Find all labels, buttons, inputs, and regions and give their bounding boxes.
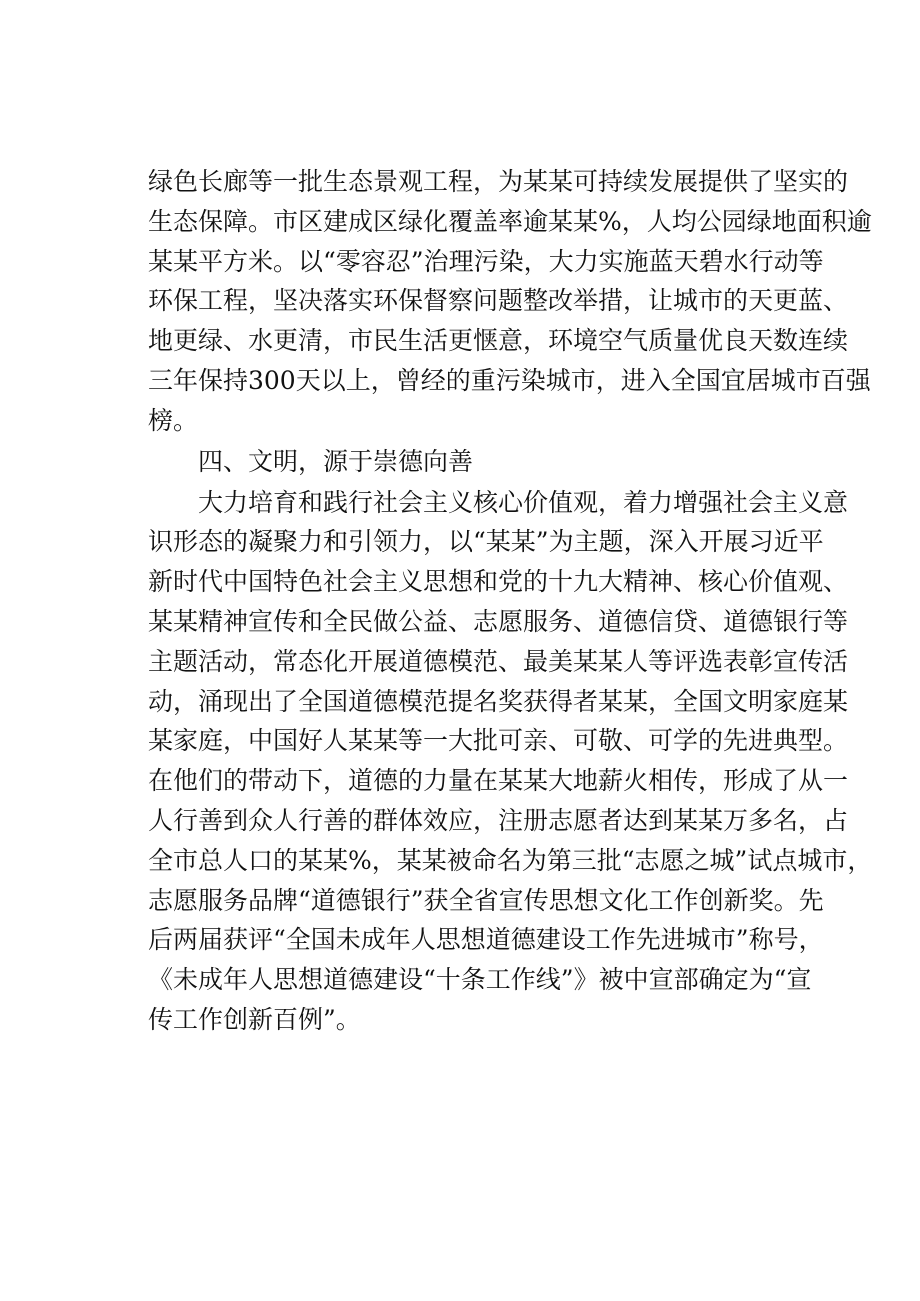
text-line: 人行善到众人行善的群体效应，注册志愿者达到某某万多名，占	[148, 805, 849, 835]
text-line: 某家庭，中国好人某某等一大批可亲、可敬、可学的先进典型。	[148, 726, 849, 756]
text-line: 环保工程，坚决落实环保督察问题整改举措，让城市的天更蓝、	[148, 286, 849, 316]
text-line: 传工作创新百例”。	[148, 1004, 361, 1034]
text-line: 生态保障。市区建成区绿化覆盖率逾某某%，人均公园绿地面积逾	[148, 206, 872, 236]
text-line: 《未成年人思想道德建设“十条工作线”》被中宣部确定为“宣	[148, 965, 812, 995]
text-line: 志愿服务品牌“道德银行”获全省宣传思想文化工作创新奖。先	[148, 885, 824, 915]
paragraph-ecology	[148, 162, 872, 441]
section-heading: 四、文明，源于崇德向善	[198, 446, 474, 476]
document-body	[148, 162, 873, 1040]
text-line: 地更绿、水更清，市民生活更惬意，环境空气质量优良天数连续	[148, 326, 849, 356]
text-line: 三年保持300天以上，曾经的重污染城市，进入全国宜居城市百强	[148, 365, 871, 395]
text-line: 全市总人口的某某%，某某被命名为第三批“志愿之城”试点城市，	[148, 845, 873, 875]
text-line: 某某精神宣传和全民做公益、志愿服务、道德信贷、道德银行等	[148, 606, 849, 636]
text-line: 识形态的凝聚力和引领力，以“某某”为主题，深入开展习近平	[148, 527, 824, 557]
text-line: 在他们的带动下，道德的力量在某某大地薪火相传，形成了从一	[148, 766, 849, 796]
paragraph-civilization	[148, 483, 873, 1040]
text-line: 后两届获评“全国未成年人思想道德建设工作先进城市”称号，	[148, 925, 824, 955]
text-line: 榜。	[148, 405, 199, 435]
text-line: 某某平方米。以“零容忍”治理污染，大力实施蓝天碧水行动等	[148, 246, 824, 276]
text-line: 动，涌现出了全国道德模范提名奖获得者某某，全国文明家庭某	[148, 686, 849, 716]
text-line: 新时代中国特色社会主义思想和党的十九大精神、核心价值观、	[148, 567, 849, 597]
text-line: 主题活动，常态化开展道德模范、最美某某人等评选表彰宣传活	[148, 646, 849, 676]
text-line: 大力培育和践行社会主义核心价值观，着力增强社会主义意	[198, 487, 849, 517]
text-line: 绿色长廊等一批生态景观工程，为某某可持续发展提供了坚实的	[148, 167, 849, 196]
